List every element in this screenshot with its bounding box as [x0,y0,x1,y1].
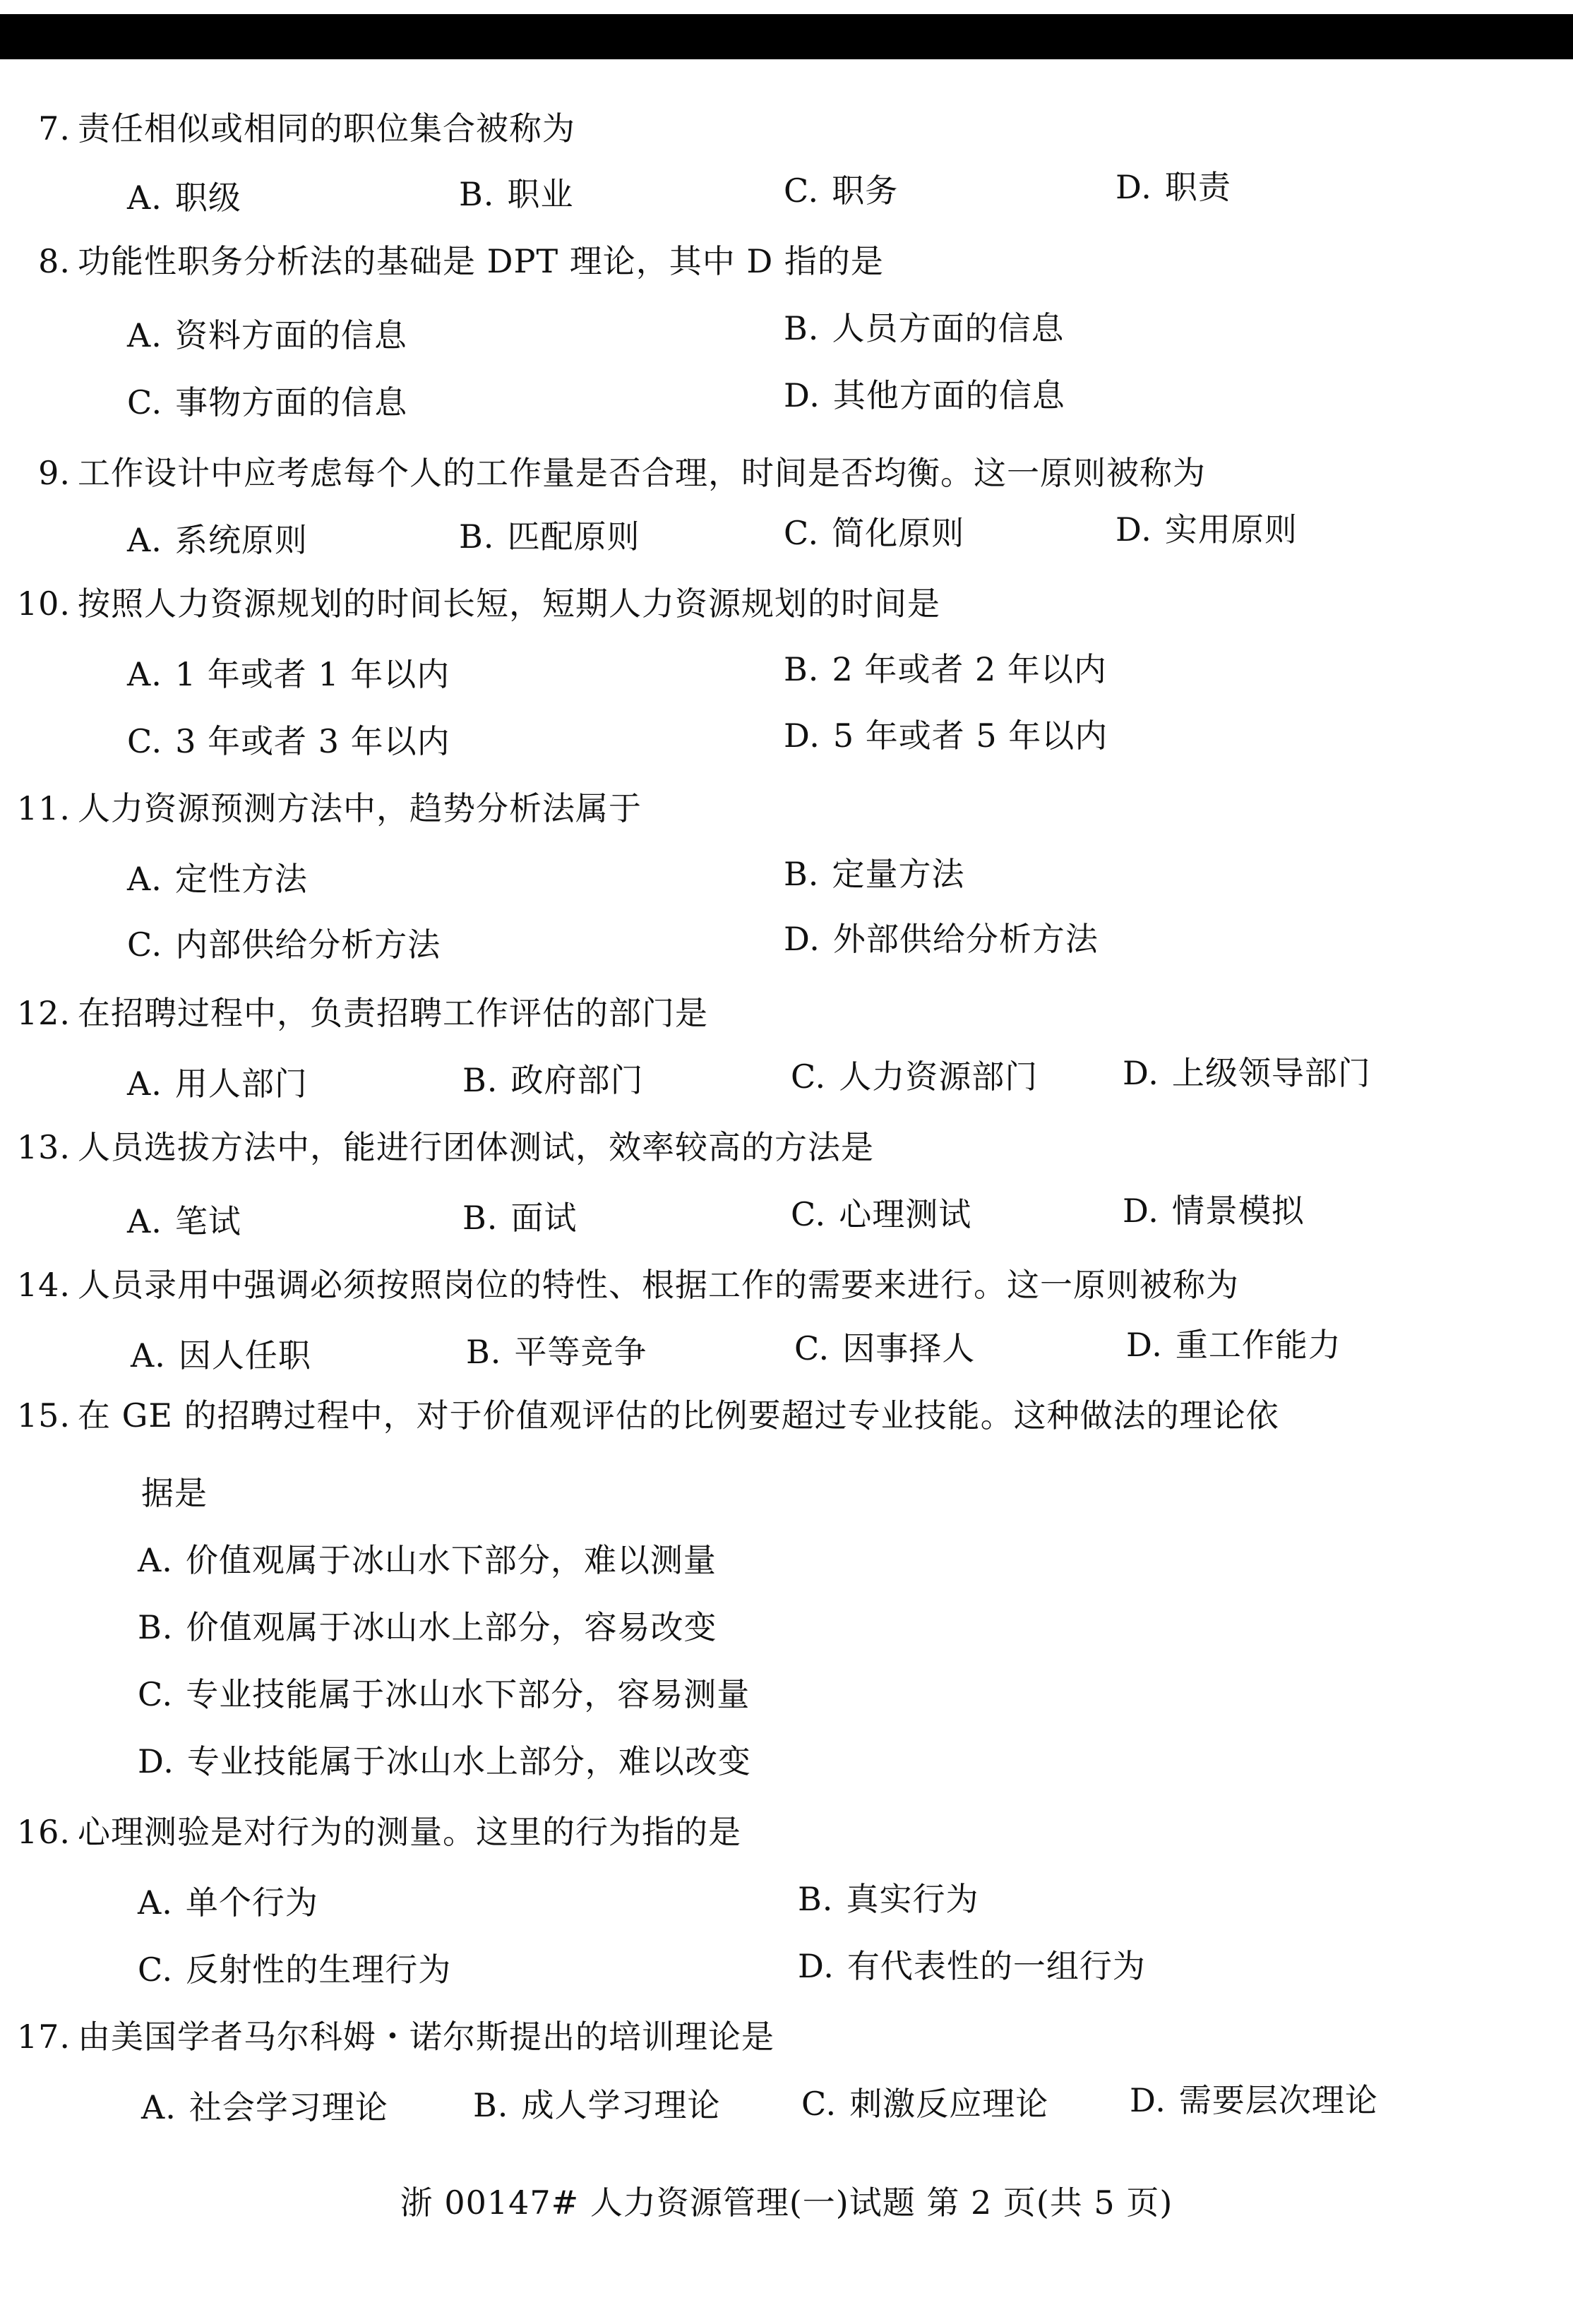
option-letter: C. [791,1195,827,1233]
option-16b [798,1878,979,1920]
option-7c [784,169,898,212]
question-stem: 人员录用中强调必须按照岗位的特性、根据工作的需要来进行。这一原则被称为 [78,1266,1239,1304]
question-stem: 由美国学者马尔科姆・诺尔斯提出的培训理论是 [78,2018,774,2056]
option-text: 职业 [507,175,574,213]
option-7a [127,176,241,219]
question-11 [7,787,642,829]
option-10a [127,653,450,695]
question-stem: 人力资源预测方法中，趋势分析法属于 [78,789,642,827]
option-text: 5 年或者 5 年以内 [832,717,1108,755]
option-letter: A. [131,1336,166,1374]
option-13d [1123,1190,1305,1232]
option-8d [784,374,1065,417]
option-text: 2 年或者 2 年以内 [832,650,1107,688]
question-number: 12. [16,994,71,1032]
option-letter: B. [462,1199,498,1237]
question-12 [7,992,708,1034]
option-8a [127,314,407,357]
option-10d [784,714,1108,757]
option-letter: D. [784,717,820,755]
option-text: 重工作能力 [1175,1326,1341,1364]
option-7b [459,173,573,215]
option-text: 真实行为 [846,1880,979,1918]
option-10c [127,720,450,762]
option-letter: C. [794,1329,830,1367]
option-text: 单个行为 [185,1883,318,1922]
option-text: 因人任职 [178,1336,311,1374]
question-number: 17. [16,2018,71,2056]
option-16c [138,1948,451,1991]
question-13 [7,1126,874,1168]
option-text: 社会学习理论 [189,2088,388,2126]
option-letter: C. [791,1058,827,1096]
option-17c [801,2083,1048,2125]
option-text: 系统原则 [174,521,308,559]
option-text: 刺激反应理论 [849,2085,1049,2123]
option-text: 政府部门 [510,1061,644,1099]
option-letter: A. [127,1202,162,1240]
option-letter: B. [784,855,820,893]
option-16a [138,1881,318,1924]
question-number: 14. [16,1266,71,1304]
question-number: 10. [16,585,71,623]
option-letter: A. [138,1541,173,1579]
question-17 [7,2015,774,2058]
question-stem: 在招聘过程中，负责招聘工作评估的部门是 [78,994,708,1032]
option-text: 其他方面的信息 [832,376,1065,414]
question-15 [7,1394,1279,1437]
option-letter: B. [784,650,820,688]
option-14b [466,1331,647,1373]
question-number: 11. [16,789,71,827]
option-letter: A. [127,316,162,354]
option-15b [138,1606,717,1648]
option-text: 需要层次理论 [1178,2081,1378,2119]
option-text: 笔试 [174,1202,241,1240]
option-text: 价值观属于冰山水下部分，难以测量 [185,1541,717,1579]
option-letter: D. [1123,1192,1159,1230]
option-9d [1116,508,1298,551]
question-stem: 责任相似或相同的职位集合被称为 [78,109,575,148]
option-11b [784,853,964,895]
question-15-continuation: 据是 [141,1474,208,1512]
option-letter: A. [127,655,162,693]
question-number: 7. [38,109,71,148]
option-letter: B. [798,1880,834,1918]
option-text: 用人部门 [174,1065,308,1103]
option-11d [784,918,1099,960]
option-text: 心理测试 [839,1195,972,1233]
option-12a [127,1062,308,1105]
question-stem: 功能性职务分析法的基础是 DPT 理论，其中 D 指的是 [78,242,884,280]
option-letter: D. [1130,2081,1166,2119]
option-letter: C. [784,172,820,210]
option-text: 匹配原则 [507,517,640,556]
option-letter: D. [784,920,820,958]
option-15a [138,1539,717,1581]
question-number: 9. [38,454,71,492]
option-letter: B. [784,309,820,347]
option-text: 成人学习理论 [521,2086,721,2124]
option-text: 内部供给分析方法 [175,926,441,964]
question-stem: 人员选拔方法中，能进行团体测试，效率较高的方法是 [78,1128,874,1166]
question-stem: 按照人力资源规划的时间长短，短期人力资源规划的时间是 [78,585,940,623]
question-16 [7,1811,741,1853]
option-text: 外部供给分析方法 [832,920,1099,958]
option-17a [141,2086,388,2128]
option-text: 1 年或者 1 年以内 [174,655,450,693]
option-10b [784,648,1107,690]
option-text: 专业技能属于冰山水下部分，容易测量 [186,1675,750,1713]
option-letter: A. [138,1883,173,1922]
question-number: 15. [16,1396,71,1434]
option-letter: D. [798,1947,835,1985]
option-letter: D. [1116,168,1152,206]
option-12c [791,1055,1038,1098]
option-letter: A. [127,521,162,559]
option-text: 3 年或者 3 年以内 [175,722,450,760]
option-text: 定量方法 [832,855,965,893]
option-16d [798,1945,1146,1987]
option-letter: D. [1116,510,1152,549]
option-letter: C. [784,514,820,552]
option-11a [127,858,308,900]
question-stem: 心理测验是对行为的测量。这里的行为指的是 [78,1813,741,1851]
option-text: 职责 [1164,168,1231,206]
option-text: 价值观属于冰山水上部分，容易改变 [186,1608,717,1646]
option-8c [127,381,407,424]
option-letter: B. [466,1333,502,1371]
option-text: 定性方法 [174,860,308,898]
option-text: 面试 [510,1199,578,1237]
option-text: 简化原则 [832,514,965,552]
option-9c [784,512,964,554]
option-text: 情景模拟 [1171,1192,1305,1230]
option-letter: C. [127,926,163,964]
option-9a [127,519,308,561]
option-15d [138,1740,751,1783]
option-14c [794,1327,975,1370]
option-letter: B. [473,2086,509,2124]
option-letter: A. [127,179,162,217]
question-10 [7,582,940,625]
option-text: 平等竞争 [514,1333,647,1371]
option-text: 职务 [832,172,899,210]
option-text: 因事择人 [842,1329,976,1367]
question-14 [7,1264,1239,1306]
option-9b [459,515,640,558]
option-7d [1116,166,1231,208]
question-number: 16. [16,1813,71,1851]
question-stem: 在 GE 的招聘过程中，对于价值观评估的比例要超过专业技能。这种做法的理论依 [78,1396,1279,1434]
option-13b [462,1197,577,1239]
option-text: 上级领导部门 [1171,1054,1371,1092]
question-number: 8. [38,242,71,280]
option-letter: A. [127,860,162,898]
option-text: 人力资源部门 [839,1058,1039,1096]
option-text: 专业技能属于冰山水上部分，难以改变 [186,1742,751,1780]
option-letter: A. [141,2088,177,2126]
option-letter: C. [138,1951,174,1989]
option-12d [1123,1052,1371,1094]
option-17b [473,2084,720,2126]
question-9 [7,452,1206,494]
page-footer: 浙 00147# 人力资源管理(一)试题 第 2 页(共 5 页) [400,2184,1173,2222]
option-letter: A. [127,1065,162,1103]
option-text: 资料方面的信息 [174,316,407,354]
option-text: 事物方面的信息 [175,383,408,421]
option-text: 职级 [174,179,241,217]
option-15c [138,1673,750,1715]
option-text: 实用原则 [1164,510,1298,549]
option-17d [1130,2079,1378,2121]
option-letter: D. [138,1742,174,1780]
question-number: 13. [16,1128,71,1166]
option-text: 有代表性的一组行为 [847,1947,1146,1985]
option-letter: D. [1123,1054,1159,1092]
option-13a [127,1200,241,1242]
option-letter: C. [127,722,163,760]
option-8b [784,307,1064,349]
option-letter: B. [462,1061,498,1099]
option-letter: C. [127,383,163,421]
question-stem: 工作设计中应考虑每个人的工作量是否合理，时间是否均衡。这一原则被称为 [78,454,1206,492]
option-letter: C. [138,1675,174,1713]
question-8 [7,240,884,282]
option-letter: B. [459,175,495,213]
option-11c [127,923,441,966]
option-12b [462,1059,643,1101]
option-letter: D. [1126,1326,1163,1364]
option-14a [131,1334,311,1377]
option-letter: D. [784,376,820,414]
scan-header-bar [0,14,1573,59]
option-text: 人员方面的信息 [832,309,1065,347]
option-text: 反射性的生理行为 [186,1951,452,1989]
question-7 [7,107,575,150]
option-letter: B. [138,1608,174,1646]
option-letter: B. [459,517,495,556]
option-letter: C. [801,2085,837,2123]
option-14d [1126,1324,1341,1366]
option-13c [791,1193,971,1235]
